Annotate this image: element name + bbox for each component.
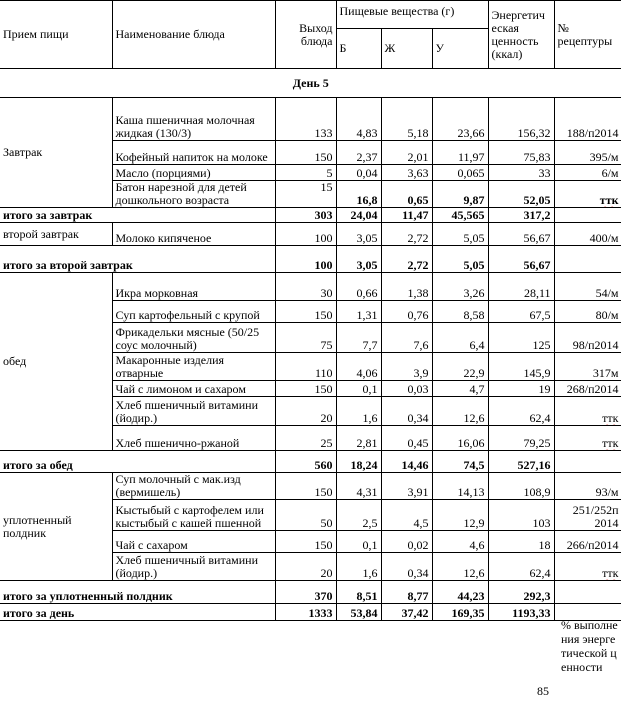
- recipe-number: [554, 500, 621, 531]
- dish-b: 3,05: [336, 223, 381, 246]
- total-u: 45,565: [432, 208, 488, 223]
- recipe-number: [554, 301, 621, 323]
- recipe-number: [554, 531, 621, 553]
- dish-out: 15: [275, 181, 336, 208]
- dish-name: Суп молочный с мак.изд (вермишель): [112, 473, 275, 500]
- recipe-text: ттк: [602, 566, 619, 580]
- total-recipe-empty: [554, 208, 621, 223]
- recipe-text: 395/м: [589, 150, 619, 164]
- header-energy: Энергетич еская ценность (ккал): [488, 1, 554, 69]
- dish-zh: 2,72: [381, 223, 432, 246]
- total-u: 44,23: [432, 581, 488, 604]
- dish-kcal: 18: [488, 531, 554, 553]
- dish-u: 12,6: [432, 553, 488, 581]
- dish-name: Кыстыбый с картофелем или кыстыбый с кашей пшенной: [112, 500, 275, 531]
- recipe-text: 54/м: [595, 286, 619, 300]
- day-total-b: 53,84: [336, 604, 381, 621]
- total-row: [0, 581, 621, 604]
- dish-zh: 4,5: [381, 500, 432, 531]
- dish-zh: 3,9: [381, 353, 432, 381]
- dish-b: 4,06: [336, 353, 381, 381]
- dish-b: 1,6: [336, 553, 381, 581]
- header-meal: Прием пищи: [0, 1, 112, 69]
- dish-b: 0,1: [336, 531, 381, 553]
- total-label: итого за уплотненный полдник: [0, 581, 275, 604]
- dish-zh: 0,34: [381, 553, 432, 581]
- recipe-text: 266/п2014: [566, 538, 619, 552]
- recipe-text: ттк: [602, 411, 619, 425]
- energy-percent-value: 85: [537, 684, 549, 698]
- day-title: День 5: [0, 69, 621, 98]
- total-zh: 11,47: [381, 208, 432, 223]
- dish-u: 9,87: [432, 181, 488, 208]
- dish-out: 150: [275, 301, 336, 323]
- total-label: итого за завтрак: [0, 208, 275, 223]
- dish-u: 11,97: [432, 141, 488, 165]
- dish-out: 150: [275, 473, 336, 500]
- dish-out: 133: [275, 98, 336, 141]
- dish-b: 0,04: [336, 165, 381, 181]
- recipe-number: [554, 223, 621, 246]
- day-total-label: итого за день: [0, 604, 275, 621]
- dish-name: Суп картофельный с крупой: [112, 301, 275, 323]
- dish-zh: 0,65: [381, 181, 432, 208]
- dish-u: 4,7: [432, 381, 488, 397]
- dish-b: 4,31: [336, 473, 381, 500]
- dish-b: 0,66: [336, 273, 381, 301]
- dish-out: 150: [275, 141, 336, 165]
- day-total-zh: 37,42: [381, 604, 432, 621]
- dish-out: 75: [275, 323, 336, 353]
- day-total-row: [0, 604, 621, 621]
- dish-u: 14,13: [432, 473, 488, 500]
- dish-b: 0,1: [336, 381, 381, 397]
- dish-name: Масло (порциями): [112, 165, 275, 181]
- total-zh: 2,72: [381, 246, 432, 273]
- total-out: 303: [275, 208, 336, 223]
- dish-zh: 0,45: [381, 426, 432, 451]
- recipe-text: ттк: [602, 436, 619, 450]
- dish-out: 20: [275, 397, 336, 426]
- header-zh: Ж: [381, 29, 432, 69]
- header-dish: Наименование блюда: [112, 1, 275, 69]
- meal-name: обед: [0, 273, 112, 451]
- total-zh: 14,46: [381, 451, 432, 473]
- dish-name: Хлеб пшенично-ржаной: [112, 426, 275, 451]
- recipe-text: ттк: [599, 193, 619, 207]
- dish-kcal: 52,05: [488, 181, 554, 208]
- dish-out: 150: [275, 381, 336, 397]
- dish-b: 7,7: [336, 323, 381, 353]
- recipe-number: [554, 273, 621, 301]
- total-recipe-empty: [554, 581, 621, 604]
- dish-kcal: 62,4: [488, 553, 554, 581]
- dish-name: Чай с лимоном и сахаром: [112, 381, 275, 397]
- total-kcal: 527,16: [488, 451, 554, 473]
- dish-b: 1,31: [336, 301, 381, 323]
- recipe-number: [554, 165, 621, 181]
- dish-zh: 2,01: [381, 141, 432, 165]
- day-total-out: 1333: [275, 604, 336, 621]
- total-recipe-empty: [554, 246, 621, 273]
- dish-u: 22,9: [432, 353, 488, 381]
- recipe-number: [554, 473, 621, 500]
- recipe-text: 317м: [592, 366, 619, 380]
- dish-out: 20: [275, 553, 336, 581]
- recipe-number: [554, 98, 621, 141]
- total-out: 370: [275, 581, 336, 604]
- dish-out: 25: [275, 426, 336, 451]
- recipe-number: [554, 181, 621, 208]
- total-b: 3,05: [336, 246, 381, 273]
- total-label: итого за второй завтрак: [0, 246, 275, 273]
- header-recipe: № рецептуры: [554, 1, 621, 69]
- recipe-text: 268/п2014: [566, 382, 619, 396]
- recipe-text: 6/м: [601, 166, 619, 180]
- table-row: [0, 223, 621, 246]
- dish-kcal: 56,67: [488, 223, 554, 246]
- total-u: 74,5: [432, 451, 488, 473]
- header-b: Б: [336, 29, 381, 69]
- dish-u: 0,065: [432, 165, 488, 181]
- dish-out: 110: [275, 353, 336, 381]
- recipe-text: 400/м: [589, 231, 619, 245]
- dish-out: 100: [275, 223, 336, 246]
- dish-name: Икра морковная: [112, 273, 275, 301]
- dish-u: 23,66: [432, 98, 488, 141]
- dish-u: 5,05: [432, 223, 488, 246]
- recipe-number: [554, 323, 621, 353]
- total-b: 8,51: [336, 581, 381, 604]
- total-b: 18,24: [336, 451, 381, 473]
- dish-kcal: 79,25: [488, 426, 554, 451]
- dish-kcal: 28,11: [488, 273, 554, 301]
- total-kcal: 292,3: [488, 581, 554, 604]
- dish-b: 2,37: [336, 141, 381, 165]
- header-u: У: [432, 29, 488, 69]
- recipe-text: 80/м: [595, 308, 619, 322]
- header-output: Выход блюда: [275, 1, 336, 69]
- dish-name: Фрикадельки мясные (50/25 соус молочный): [112, 323, 275, 353]
- dish-zh: 5,18: [381, 98, 432, 141]
- dish-kcal: 145,9: [488, 353, 554, 381]
- dish-out: 5: [275, 165, 336, 181]
- dish-zh: 3,91: [381, 473, 432, 500]
- dish-name: Каша пшеничная молочная жидкая (130/3): [112, 98, 275, 141]
- recipe-text: 188/п2014: [566, 126, 619, 140]
- dish-kcal: 108,9: [488, 473, 554, 500]
- dish-zh: 7,6: [381, 323, 432, 353]
- recipe-text: 251/252п 2014: [572, 503, 619, 530]
- dish-out: 150: [275, 531, 336, 553]
- total-recipe-empty: [554, 451, 621, 473]
- dish-u: 4,6: [432, 531, 488, 553]
- recipe-text: 98/п2014: [572, 338, 619, 352]
- dish-b: 2,5: [336, 500, 381, 531]
- dish-zh: 0,76: [381, 301, 432, 323]
- dish-kcal: 125: [488, 323, 554, 353]
- dish-name: Кофейный напиток на молоке: [112, 141, 275, 165]
- recipe-number: [554, 553, 621, 581]
- dish-kcal: 75,83: [488, 141, 554, 165]
- meal-name: второй завтрак: [0, 223, 112, 246]
- table-row: [0, 98, 621, 141]
- dish-u: 12,9: [432, 500, 488, 531]
- total-out: 560: [275, 451, 336, 473]
- dish-u: 16,06: [432, 426, 488, 451]
- dish-name: Хлеб пшеничный витамини (йодир.): [112, 397, 275, 426]
- dish-kcal: 62,4: [488, 397, 554, 426]
- total-label: итого за обед: [0, 451, 275, 473]
- total-row: [0, 246, 621, 273]
- total-u: 5,05: [432, 246, 488, 273]
- meal-name: Завтрак: [0, 98, 112, 208]
- dish-name: Чай с сахаром: [112, 531, 275, 553]
- dish-kcal: 33: [488, 165, 554, 181]
- energy-percent-label: % выполнения энергетической ценности: [561, 618, 618, 674]
- dish-name: Батон нарезной для детей дошкольного возраста: [112, 181, 275, 208]
- dish-kcal: 67,5: [488, 301, 554, 323]
- recipe-number: [554, 426, 621, 451]
- total-b: 24,04: [336, 208, 381, 223]
- dish-b: 1,6: [336, 397, 381, 426]
- dish-zh: 0,03: [381, 381, 432, 397]
- dish-zh: 3,63: [381, 165, 432, 181]
- total-row: [0, 451, 621, 473]
- dish-zh: 0,02: [381, 531, 432, 553]
- dish-u: 12,6: [432, 397, 488, 426]
- dish-out: 30: [275, 273, 336, 301]
- dish-b: 4,83: [336, 98, 381, 141]
- dish-kcal: 19: [488, 381, 554, 397]
- dish-kcal: 156,32: [488, 98, 554, 141]
- dish-u: 3,26: [432, 273, 488, 301]
- day-total-kcal: 1193,33: [488, 604, 554, 621]
- dish-zh: 1,38: [381, 273, 432, 301]
- dish-kcal: 103: [488, 500, 554, 531]
- total-zh: 8,77: [381, 581, 432, 604]
- recipe-number: [554, 141, 621, 165]
- recipe-number: [554, 353, 621, 381]
- dish-b: 2,81: [336, 426, 381, 451]
- dish-name: Макаронные изделия отварные: [112, 353, 275, 381]
- recipe-number: [554, 381, 621, 397]
- table-row: [0, 273, 621, 301]
- dish-u: 8,58: [432, 301, 488, 323]
- dish-zh: 0,34: [381, 397, 432, 426]
- dish-out: 50: [275, 500, 336, 531]
- meal-name: уплотненный полдник: [0, 473, 112, 581]
- header-nutrients: Пищевые вещества (г): [336, 1, 488, 29]
- total-row: [0, 208, 621, 223]
- recipe-number: [554, 397, 621, 426]
- dish-b: 16,8: [336, 181, 381, 208]
- table-row: [0, 473, 621, 500]
- total-kcal: 56,67: [488, 246, 554, 273]
- dish-name: Хлеб пшеничный витамини (йодир.): [112, 553, 275, 581]
- recipe-text: 93/м: [595, 485, 619, 499]
- total-kcal: 317,2: [488, 208, 554, 223]
- day-total-u: 169,35: [432, 604, 488, 621]
- total-out: 100: [275, 246, 336, 273]
- dish-u: 6,4: [432, 323, 488, 353]
- dish-name: Молоко кипяченое: [112, 223, 275, 246]
